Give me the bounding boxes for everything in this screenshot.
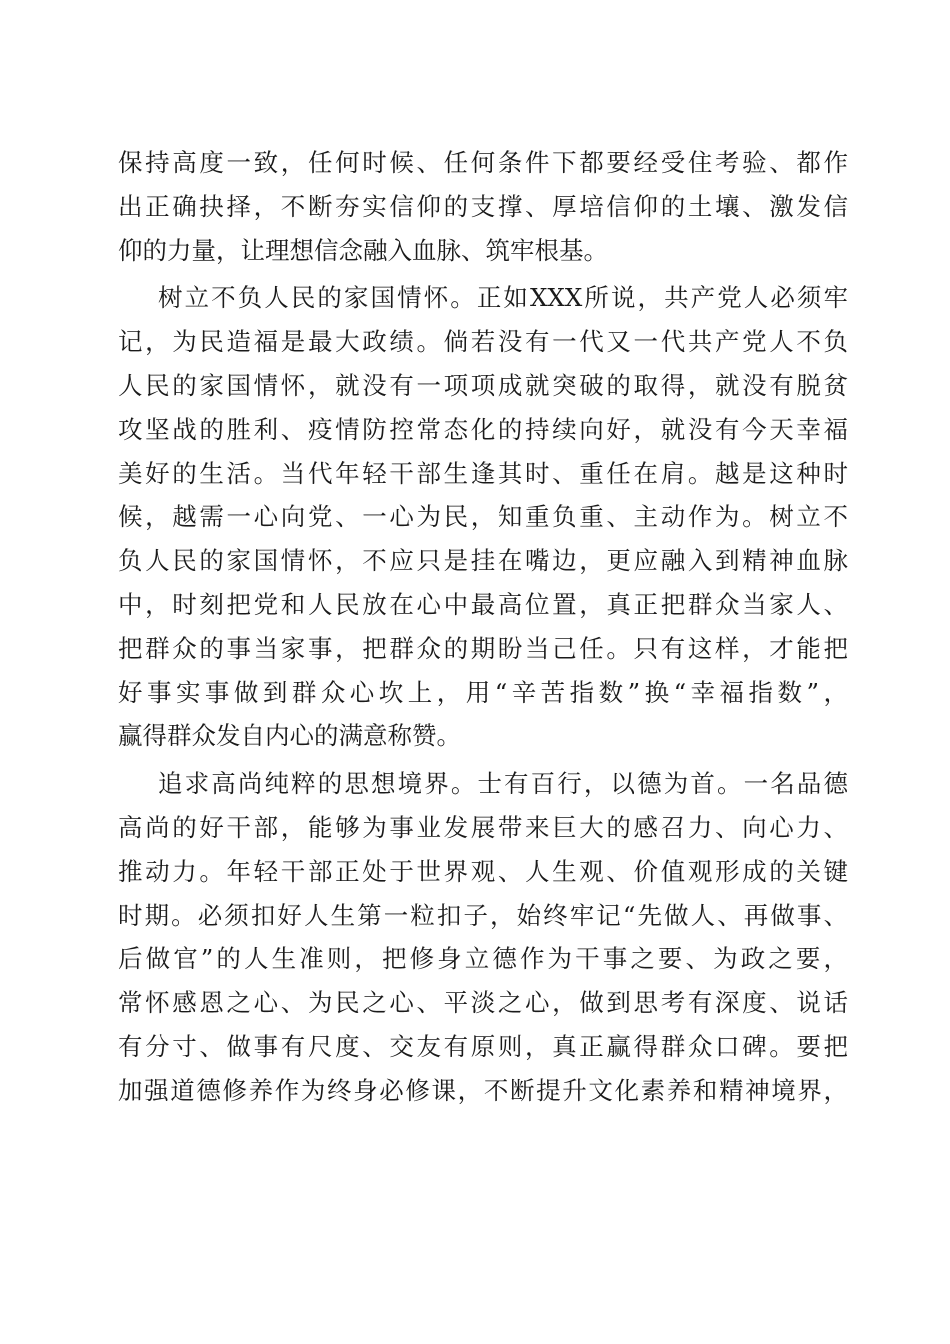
paragraph-3 (118, 762, 848, 1112)
text-line: 美好的生活。当代年轻干部生逢其时、重任在肩。越是这种时 (118, 458, 848, 488)
text-line: 保持高度一致，任何时候、任何条件下都要经受住考验、都作 (118, 148, 848, 177)
text-line: 候，越需一心向党、一心为民，知重负重、主动作为。树立不 (118, 502, 848, 532)
text-line: 高尚的好干部，能够为事业发展带来巨大的感召力、向心力、 (118, 812, 848, 842)
text-line: 好事实事做到群众心坎上，用“辛苦指数”换“幸福指数”， (118, 677, 848, 707)
text-line: 攻坚战的胜利、疫情防控常态化的持续向好，就没有今天幸福 (118, 414, 848, 444)
text-line: 人民的家国情怀，就没有一项项成就突破的取得，就没有脱贫 (118, 370, 848, 400)
text-line: 出正确抉择，不断夯实信仰的支撑、厚培信仰的土壤、激发信 (118, 191, 848, 221)
paragraph-1 (118, 141, 848, 272)
text-line: 有分寸、做事有尺度、交友有原则，真正赢得群众口碑。要把 (118, 1031, 848, 1061)
text-line: 记，为民造福是最大政绩。倘若没有一代又一代共产党人不负 (118, 327, 848, 357)
text-line: 负人民的家国情怀，不应只是挂在嘴边，更应融入到精神血脉 (118, 546, 848, 576)
text-line: 时期。必须扣好人生第一粒扣子，始终牢记“先做人、再做事、 (118, 900, 848, 930)
text-line: 常怀感恩之心、为民之心、平淡之心，做到思考有深度、说话 (118, 988, 848, 1018)
text-line: 中，时刻把党和人民放在心中最高位置，真正把群众当家人、 (118, 589, 848, 619)
text-line: 仰的力量，让理想信念融入血脉、筑牢根基。 (118, 235, 608, 265)
text-line: 推动力。年轻干部正处于世界观、人生观、价值观形成的关键 (118, 856, 848, 886)
text-line: 加强道德修养作为终身必修课，不断提升文化素养和精神境界， (118, 1075, 848, 1105)
text-line: 赢得群众发自内心的满意称赞。 (118, 721, 461, 751)
text-line: 后做官”的人生准则，把修身立德作为干事之要、为政之要， (118, 944, 848, 974)
text-line: 把群众的事当家事，把群众的期盼当己任。只有这样，才能把 (118, 633, 848, 663)
paragraph-2 (118, 276, 848, 758)
text-line: 追求高尚纯粹的思想境界。士有百行，以德为首。一名品德 (158, 769, 848, 799)
body-text (118, 141, 848, 1113)
text-line: 树立不负人民的家国情怀。正如XXX所说，共产党人必须牢 (158, 283, 848, 313)
